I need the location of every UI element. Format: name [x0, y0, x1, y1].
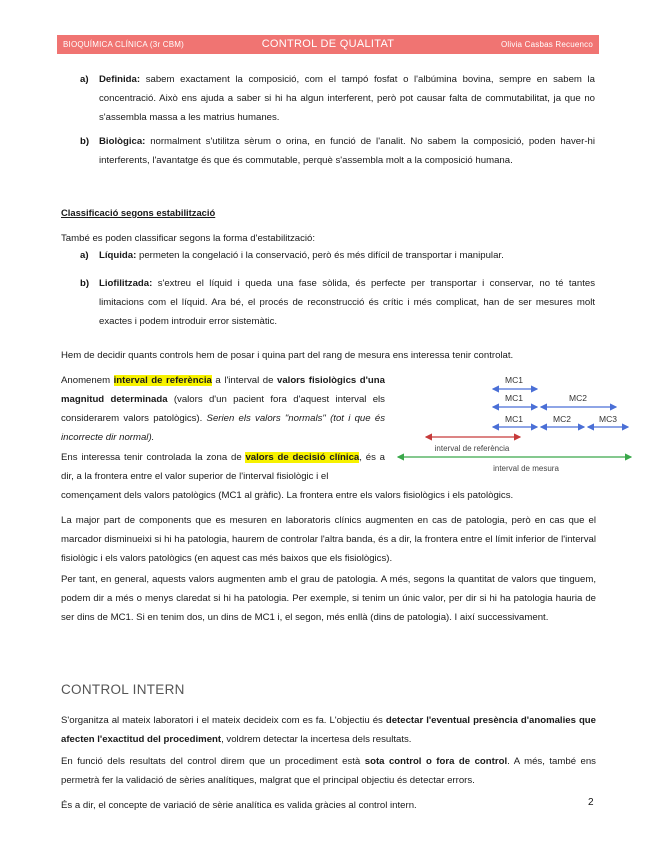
list-marker-a: a) — [80, 74, 89, 85]
paragraph-per-tant: Per tant, en general, aquests valors augmenten amb el grau de patologia. A més, segons la quantitat de valors que tinguem, podem dir a més o menys claredat si hi ha patologia. Per exemple, si tenim un únic valor, per dir si hi ha patologia hauria de ser dins de MC1. Si en tenim dos, un dins de MC1 i, el segon, més enllà (dins de patologia). I així successivament. — [61, 574, 596, 623]
mc3-label-row3: MC3 — [599, 414, 617, 424]
decision-values-continuation: començament dels valors patològics (MC1 al gràfic). La frontera entre els valors fisiològics i els patològics. — [61, 490, 514, 501]
page-number: 2 — [588, 797, 594, 808]
control-intern-paragraph-1: S'organitza al mateix laboratori i el mateix decideix com es fa. L'objectiu és detectar l'eventual presència d'anomalies que afecten l'exactitud del procediment, voldrem detectar la incertesa dels resultats. — [61, 715, 596, 745]
mc2-label-row2: MC2 — [569, 393, 587, 403]
ref-interval-paragraph: Anomenem interval de referència a l'interval de valors fisiològics d'una magnitud determinada (valors d'un pacient fora d'aquest interval els considerarem valors patològics). Serien els valors "normals" (tot i que és incorrecte dir normal). — [61, 375, 385, 443]
biologica-text: normalment s'utilitza sèrum o orina, en funció de l'analit. No sabem la composició, poden haver-hi interferents, l'avantatge és que és commutable, perquè s'assembla molt a la composició humana. — [99, 136, 595, 166]
control-intern-paragraph-2: En funció dels resultats del control direm que un procediment està sota control o fora de control. A més, també ens permetrà fer la validació de sèries analítiques, malgrat que el principal objectiu és detectar errors. — [61, 756, 596, 786]
term-definida: Definida: — [99, 74, 141, 85]
control-levels-diagram — [388, 370, 638, 476]
term-liofilitzada: Liofilitzada: — [99, 278, 153, 289]
liofilitzada-text: s'extreu el líquid i queda una fase sòlida, és perfecte per transportar i conservar, no té tantes limitacions com el líquid. Ara bé, el procés de reconstrucció és crític i més complicat, han de ser mesures molt exactes i podem introduir error sistemàtic. — [99, 278, 595, 327]
mc1-label-row1: MC1 — [505, 375, 523, 385]
list-item-biologica — [99, 132, 595, 170]
mc2-label-row3: MC2 — [553, 414, 571, 424]
definida-text: sabem exactament la composició, com el tampó fosfat o l'albúmina bovina, sempre en sabem la concentració. Això ens ajuda a saber si hi ha algun interferent, però pot causar falta de commutabilitat, ja que no s'assembla massa a les matrius humanes. — [99, 74, 596, 123]
ref-interval-label: interval de referència — [434, 444, 510, 453]
header-title: CONTROL DE QUALITAT — [261, 38, 395, 50]
liquida-text: permeten la congelació i la conservació, però és més difícil de transportar i manipular. — [138, 250, 504, 261]
list-item-definida — [99, 70, 595, 127]
section-heading-control-intern: CONTROL INTERN — [61, 682, 185, 697]
term-biologica: Biològica: — [99, 136, 146, 147]
term-liquida: Líquida: — [99, 250, 137, 261]
header-author: Olivia Casbas Recuenco — [501, 40, 593, 49]
mc1-label-row3: MC1 — [505, 414, 523, 424]
section-heading-stability: Classificació segons estabilització — [61, 207, 216, 218]
header-course: BIOQUÍMICA CLÍNICA (3r CBM) — [63, 40, 184, 49]
stability-intro: També es poden classificar segons la forma d'estabilització: — [61, 233, 316, 244]
page-header — [57, 35, 599, 54]
stability-marker-a: a) — [80, 250, 89, 261]
decision-values-paragraph: Ens interessa tenir controlada la zona de valors de decisió clínica, és a dir, a la frontera entre el valor superior de l'interval fisiològic i el — [61, 452, 385, 482]
control-intern-paragraph-3: És a dir, el concepte de variació de sèrie analítica es valida gràcies al control intern. — [61, 800, 417, 811]
mc1-label-row2: MC1 — [505, 393, 523, 403]
stability-marker-b: b) — [80, 278, 90, 289]
controls-question: Hem de decidir quants controls hem de posar i quina part del rang de mesura ens interessa tenir controlat. — [61, 350, 514, 361]
list-marker-b: b) — [80, 136, 90, 147]
paragraph-major-part: La major part de components que es mesuren en laboratoris clínics augmenten en cas de patologia, però en cas que el marcador disminueixi si hi ha patologia, haurem de controlar l'altra banda, és a dir, la frontera entre el límit inferior de l'interval fisiològic i els valors patològics (en aquest cas més baixos que els fisiològics). — [61, 515, 596, 564]
list-item-liofilitzada — [99, 274, 595, 331]
list-item-liquida — [99, 246, 595, 265]
highlight-ref-interval: interval de referència — [113, 375, 212, 386]
measurement-interval-label: interval de mesura — [493, 464, 559, 473]
highlight-decision-values: valors de decisió clínica — [245, 452, 360, 463]
